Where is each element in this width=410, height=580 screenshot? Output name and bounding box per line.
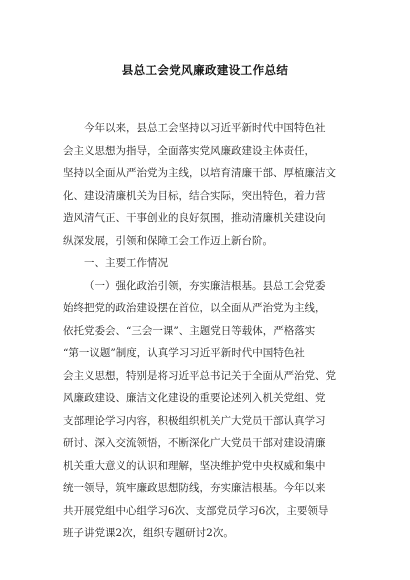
section-heading: 一、主要工作情况 [84,257,168,269]
text-line: 班子讲党课2次，组织专题研讨2次。 [63,527,234,539]
text-line: 支部理论学习内容，积极组织机关广大党员干部认真学习 [63,414,326,427]
text-line: 风廉政建设、廉洁文化建设的重要论述列入机关党组、党 [63,392,326,404]
text-line: （一）强化政治引领，夯实廉洁根基。县总工会党委 [84,279,326,292]
text-line: 共开展党组中心组学习6次、支部党员学习6次，主要领导 [63,504,329,517]
text-line: 坚持以全面从严治党为主线，以培育清廉干部、厚植廉洁文 [63,167,336,179]
text-line: “第一议题”制度，认真学习习近平新时代中国特色社 [63,347,305,359]
text-line: 造风清气正、干事创业的良好氛围，推动清廉机关建设向 [63,212,326,224]
text-line: 会主义思想，特别是将习近平总书记关于全面从严治党、党 [63,369,336,382]
text-line: 研讨、深入交流领悟，不断深化广大党员干部对建设清廉 [63,437,326,449]
text-line: 纵深发展，引领和保障工会工作迈上新台阶。 [63,234,273,247]
document-body [63,117,349,545]
text-line: 会主义思想为指导，全面落实党风廉政建设主体责任， [63,144,315,157]
text-line: 今年以来，县总工会坚持以习近平新时代中国特色社 [84,122,326,134]
text-line: 统一领导，筑牢廉政思想防线，夯实廉洁根基。今年以来 [63,482,326,494]
text-line: 始终把党的政治建设摆在首位，以全面从严治党为主线， [63,302,326,314]
text-line: 化、建设清廉机关为目标，结合实际，突出特色，着力营 [63,189,326,202]
document-title: 县总工会党风廉政建设工作总结 [121,63,289,77]
text-line: 机关重大意义的认识和理解，坚决维护党中央权威和集中 [63,459,326,472]
paragraph-political-guidance [63,275,349,545]
paragraph-intro [63,117,349,252]
text-line: 依托党委会、“三会一课”、主题党日等载体，严格落实 [63,324,316,337]
